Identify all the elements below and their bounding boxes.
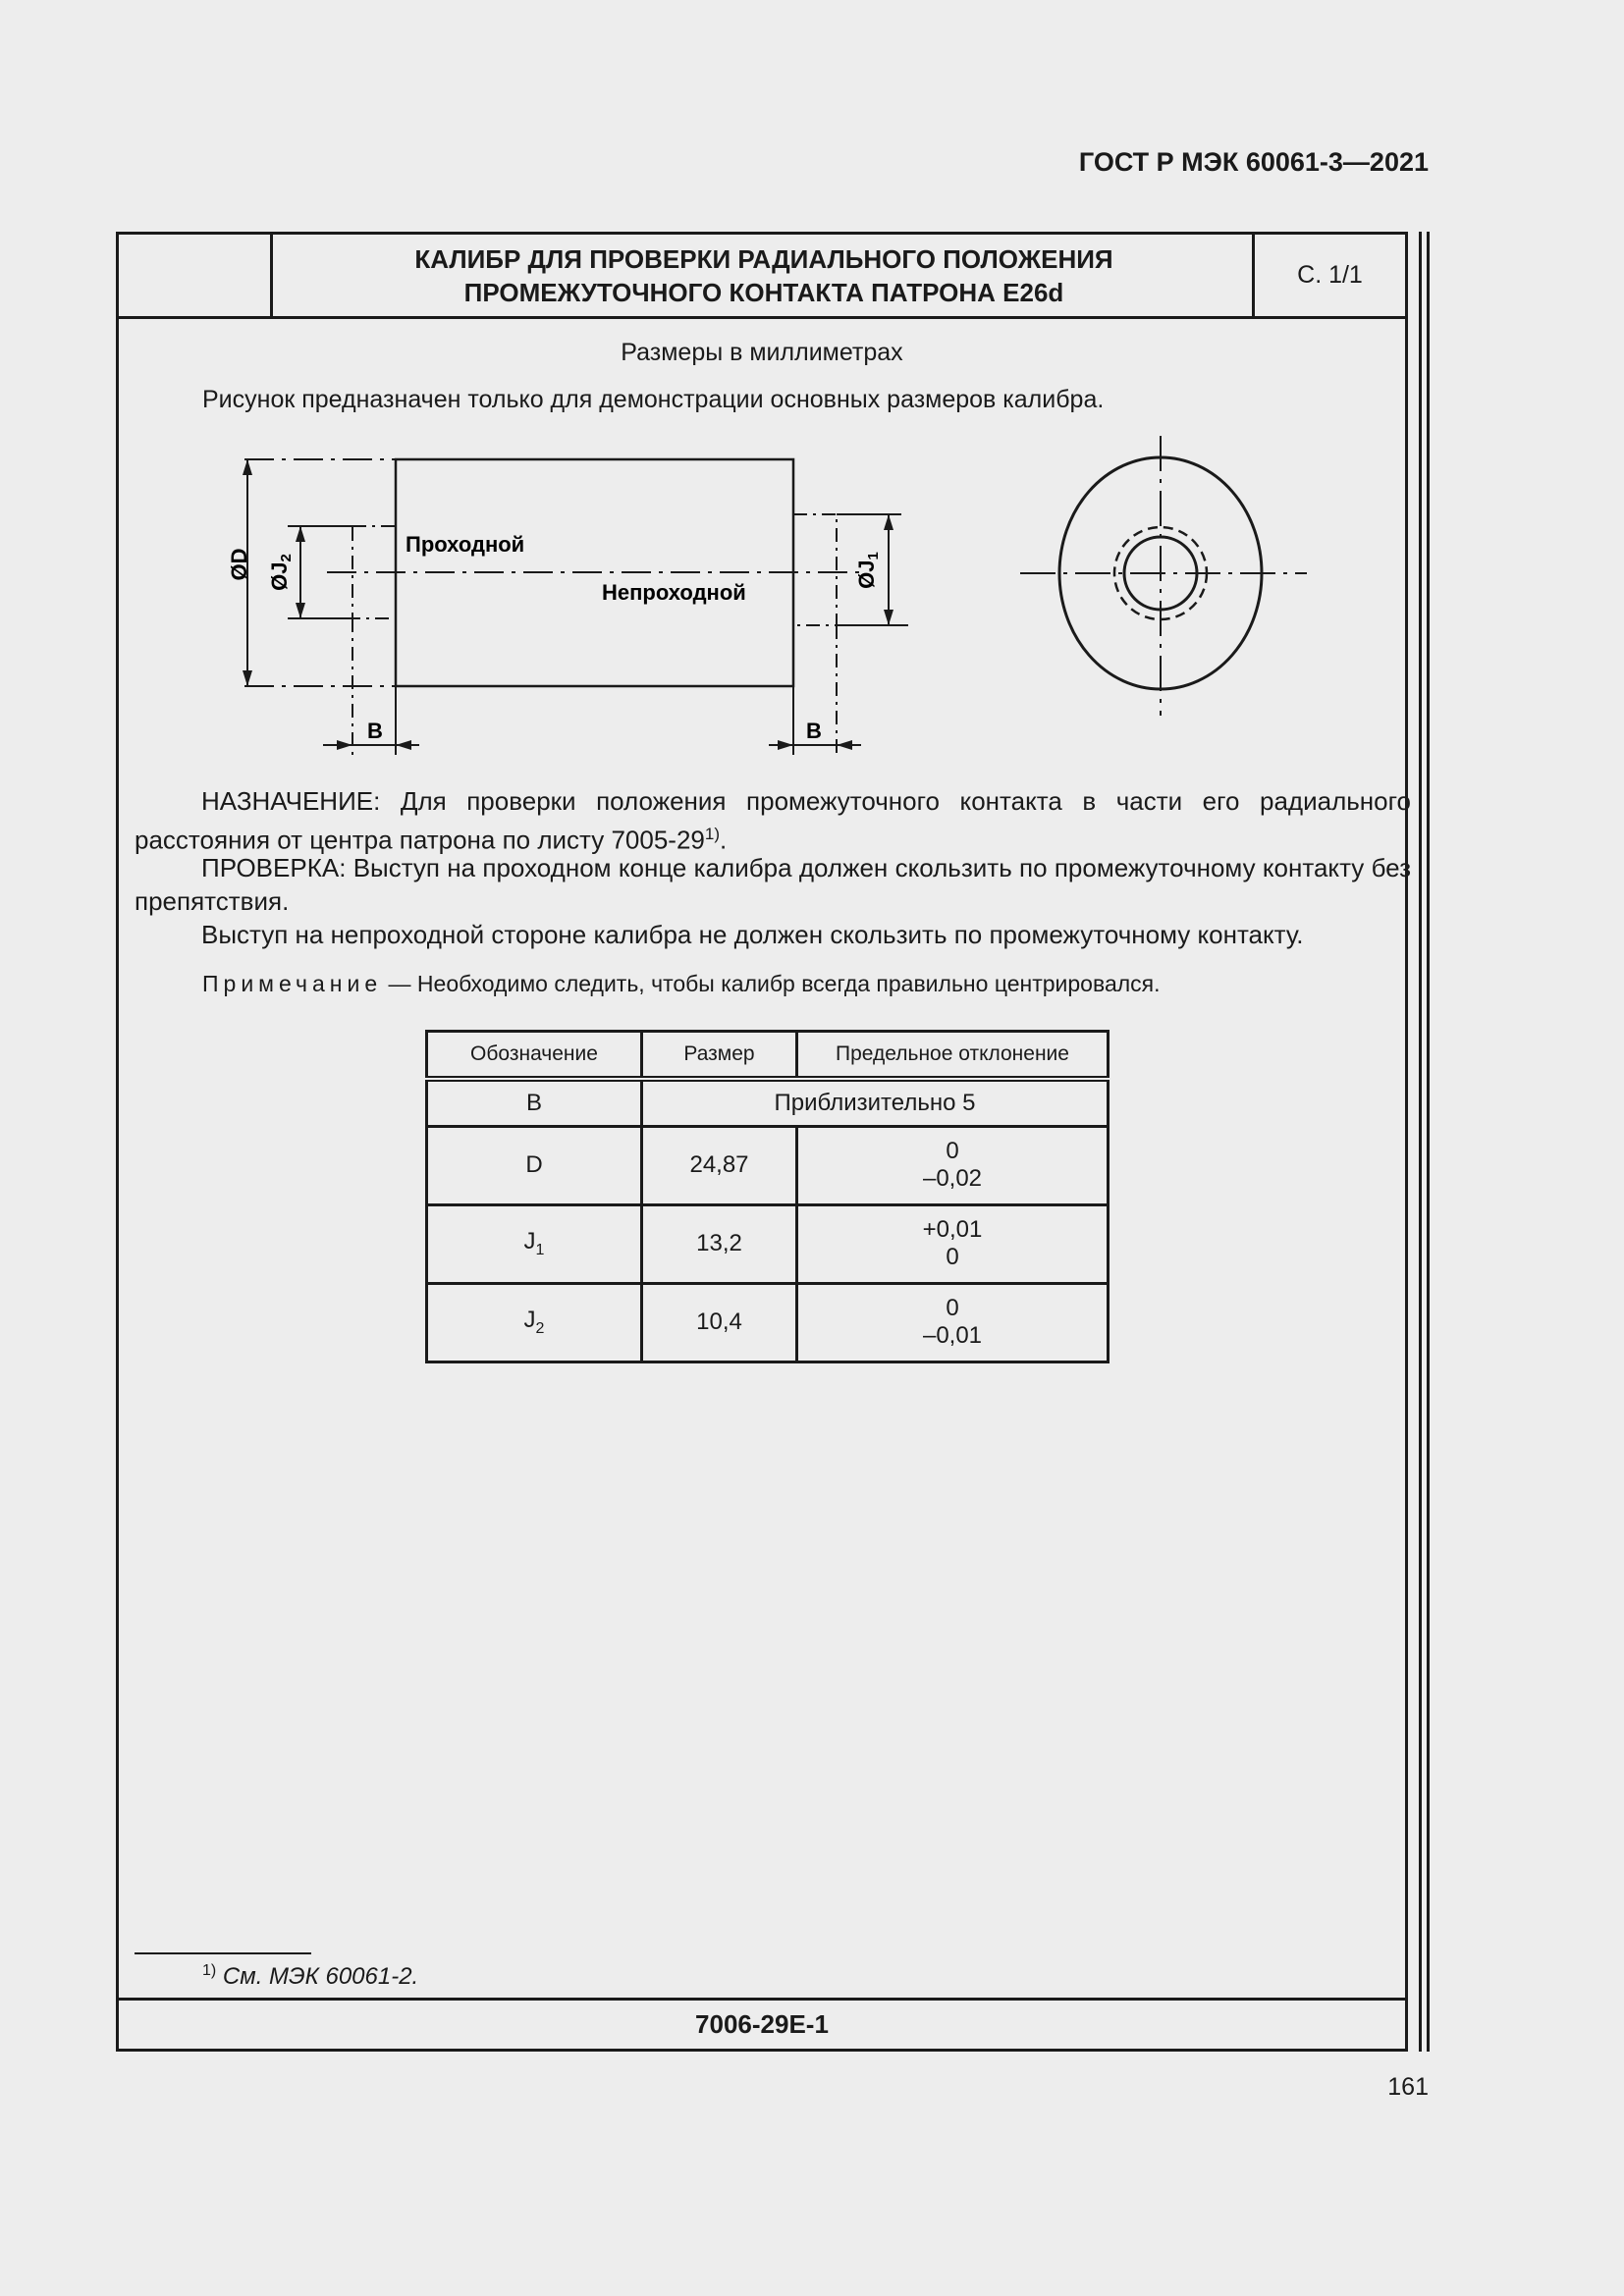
column-header: Предельное отклонение: [797, 1032, 1109, 1080]
arrow-icon: [396, 740, 411, 750]
column-header: Размер: [642, 1032, 797, 1080]
arrow-icon: [243, 459, 252, 475]
table-cell: D: [427, 1126, 642, 1204]
binding-bar: [1427, 232, 1430, 2052]
table-header-row: [427, 1032, 1109, 1080]
label-d: ØD: [227, 548, 251, 581]
title-line-1: КАЛИБР ДЛЯ ПРОВЕРКИ РАДИАЛЬНОГО ПОЛОЖЕНИЯ: [414, 243, 1113, 274]
arrow-icon: [837, 740, 852, 750]
table-row: [427, 1204, 1109, 1283]
check-paragraph-2: Выступ на непроходной стороне калибра не должен скользить по промежуточному контакту.: [201, 920, 1304, 949]
column-header: Обозначение: [427, 1032, 642, 1080]
nogo-pin: [793, 514, 837, 625]
standard-code: ГОСТ Р МЭК 60061-3—2021: [1078, 147, 1429, 177]
table-row: [427, 1079, 1109, 1126]
table-row: [427, 1126, 1109, 1204]
note-label: Примечание: [202, 971, 383, 996]
label-go: Проходной: [406, 532, 525, 557]
binding-bar: [1419, 232, 1422, 2052]
table-cell: 24,87: [642, 1126, 797, 1204]
sheet-number: С. 1/1: [1252, 235, 1405, 316]
table-cell: $J_1$: [427, 1204, 642, 1283]
arrow-icon: [243, 670, 252, 686]
arrow-icon: [778, 740, 793, 750]
table-cell: $J_2$: [427, 1283, 642, 1362]
table-cell: 10,4: [642, 1283, 797, 1362]
table-cell: Приблизительно 5: [642, 1079, 1109, 1126]
figure-note: Рисунок предназначен только для демонстрации основных размеров калибра.: [202, 386, 1105, 413]
sheet-frame: [116, 232, 1411, 2052]
table-cell: 0 –0,01: [797, 1283, 1109, 1362]
page-number: 161: [1387, 2073, 1429, 2101]
sheet-footer-code: 7006-29E-1: [119, 1998, 1405, 2049]
title-line-2: ПРОМЕЖУТОЧНОГО КОНТАКТА ПАТРОНА E26d: [463, 277, 1064, 307]
table-cell: 0 –0,02: [797, 1126, 1109, 1204]
note-text: — Необходимо следить, чтобы калибр всегда правильно центрировался.: [382, 971, 1161, 996]
table-row: [427, 1283, 1109, 1362]
table-cell: +0,01 0: [797, 1204, 1109, 1283]
label-b-right: B: [806, 719, 822, 743]
label-b-left: B: [367, 719, 383, 743]
arrow-icon: [884, 514, 893, 530]
gauge-drawing: [119, 235, 1405, 784]
arrow-icon: [296, 526, 305, 542]
note: [202, 971, 1161, 997]
check-paragraph: ПРОВЕРКА: Выступ на проходном конце калибра должен скользить по промежуточному контакту без препятствия.: [135, 853, 1411, 916]
label-nogo: Непроходной: [602, 580, 746, 605]
arrow-icon: [296, 603, 305, 618]
purpose-paragraph: НАЗНАЧЕНИЕ: Для проверки положения промежуточного контакта в части его радиального расстояния от центра патрона по листу 7005-29$^{1)}$.: [135, 786, 1411, 855]
table-cell: 13,2: [642, 1204, 797, 1283]
arrow-icon: [337, 740, 352, 750]
table-cell: B: [427, 1079, 642, 1126]
dimensions-table: [425, 1030, 1110, 1363]
footnote: $^{1)}$ См. МЭК 60061-2.: [202, 1962, 419, 1990]
label-j2: ØJ2: [267, 554, 295, 591]
label-j1: ØJ1: [854, 552, 882, 589]
units-note: Размеры в миллиметрах: [621, 339, 903, 366]
arrow-icon: [884, 610, 893, 625]
footnote-divider: [135, 1952, 311, 1954]
